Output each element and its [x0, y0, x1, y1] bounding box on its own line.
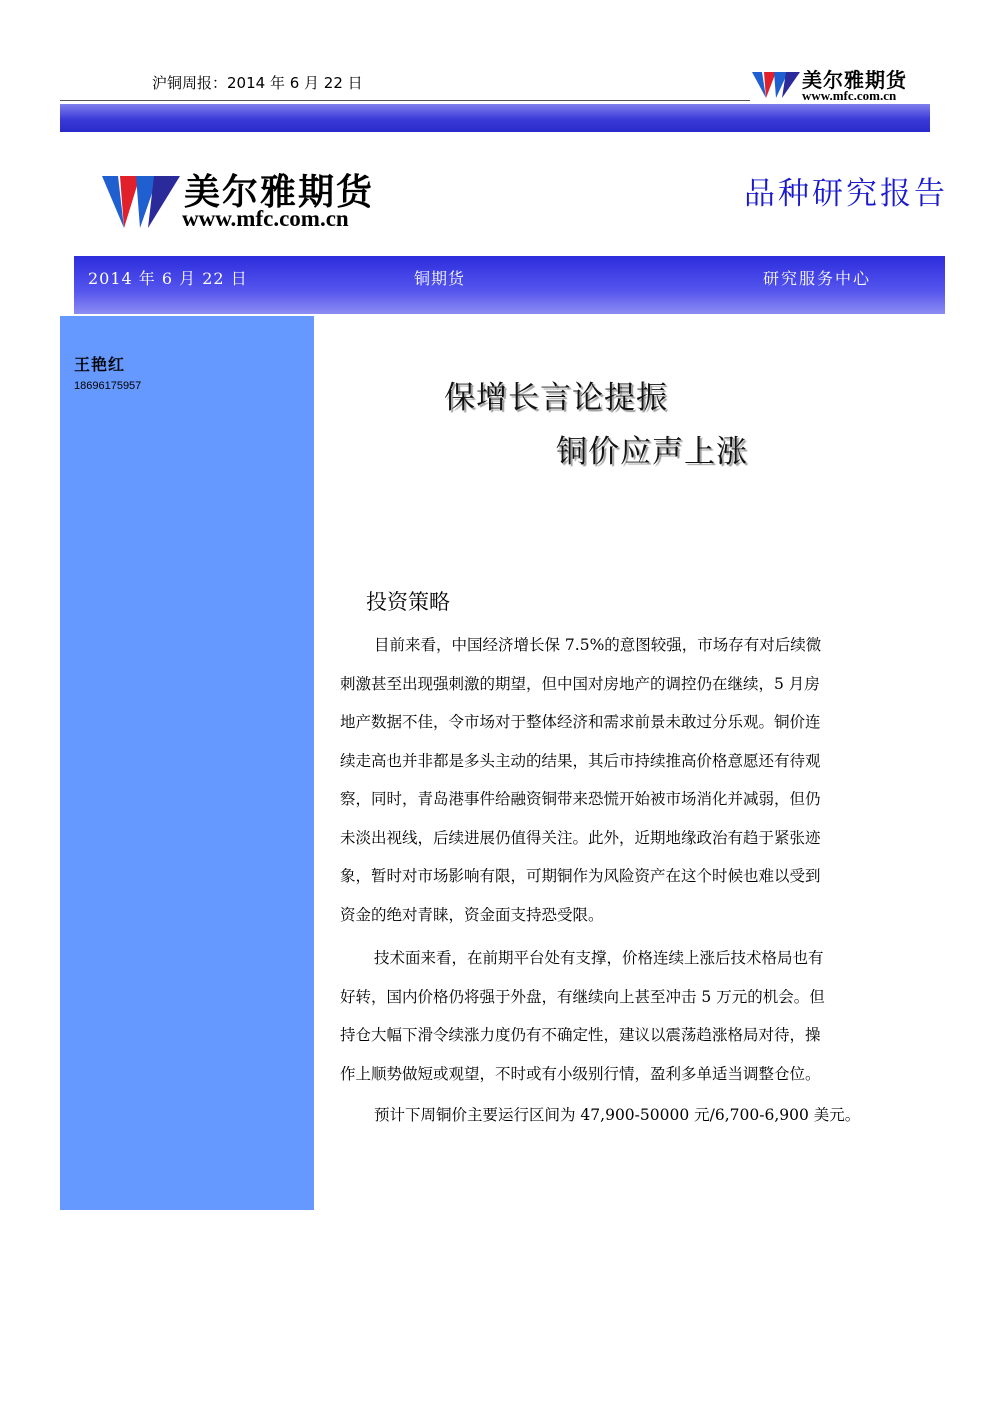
paragraph-line: 象，暂时对市场影响有限，可期铜作为风险资产在这个时候也难以受到: [340, 867, 821, 885]
report-type-title: 品种研究报告: [744, 176, 948, 212]
header-logo-url: www.mfc.com.cn: [802, 88, 897, 103]
paragraph-outlook: [340, 626, 888, 934]
paragraph-line: 察，同时，青岛港事件给融资铜带来恐慌开始被市场消化并减弱，但仍: [340, 790, 821, 808]
headline-line-2: 铜价应声上涨: [556, 434, 748, 470]
header-logo-brand: 美尔雅期货: [802, 68, 907, 92]
header-rule: [60, 100, 750, 101]
header-color-bar: [60, 104, 930, 132]
paragraph-forecast: [340, 1096, 888, 1135]
company-logo-mark-icon: [102, 170, 180, 230]
company-logo-url: www.mfc.com.cn: [182, 206, 349, 231]
paragraph-technical: [340, 939, 888, 1093]
author-sidebar: [60, 316, 314, 1210]
company-logo-brand: 美尔雅期货: [184, 172, 375, 213]
header-logo: [752, 64, 942, 104]
paragraph-line: 目前来看，中国经济增长保 7.5%的意图较强，市场存有对后续微: [374, 636, 822, 654]
paragraph-line: 预计下周铜价主要运行区间为 47,900-50000 元/6,700-6,900 美元。: [374, 1106, 861, 1124]
headline-line-1: 保增长言论提振: [444, 380, 668, 416]
info-department: 研究服务中心: [763, 269, 872, 288]
paragraph-line: 未淡出视线，后续进展仍值得关注。此外，近期地缘政治有趋于紧张迹: [340, 828, 821, 847]
paragraph-line: 地产数据不佳，令市场对于整体经济和需求前景未敢过分乐观。铜价连: [340, 713, 821, 731]
info-category: 铜期货: [414, 269, 466, 288]
page-header-title: 沪铜周报：2014 年 6 月 22 日: [152, 74, 363, 92]
info-date: 2014 年 6 月 22 日: [88, 269, 248, 288]
company-logo: [102, 162, 382, 232]
section-title: 投资策略: [366, 590, 450, 614]
author-phone: 18696175957: [74, 380, 142, 392]
paragraph-line: 好转，国内价格仍将强于外盘，有继续向上甚至冲击 5 万元的机会。但: [340, 987, 825, 1006]
paragraph-line: 资金的绝对青睐，资金面支持恐受限。: [340, 905, 604, 924]
paragraph-line: 刺激甚至出现强刺激的期望，但中国对房地产的调控仍在继续，5 月房: [340, 674, 820, 693]
paragraph-line: 技术面来看，在前期平台处有支撑，价格连续上涨后技术格局也有: [374, 949, 824, 967]
paragraph-line: 续走高也并非都是多头主动的结果，其后市持续推高价格意愿还有待观: [340, 751, 821, 770]
author-name: 王艳红: [74, 355, 126, 374]
paragraph-line: 作上顺势做短或观望，不时或有小级别行情，盈利多单适当调整仓位。: [340, 1064, 821, 1083]
paragraph-line: 持仓大幅下滑令续涨力度仍有不确定性，建议以震荡趋涨格局对待，操: [340, 1026, 821, 1044]
logo-mark-icon: [752, 68, 800, 102]
